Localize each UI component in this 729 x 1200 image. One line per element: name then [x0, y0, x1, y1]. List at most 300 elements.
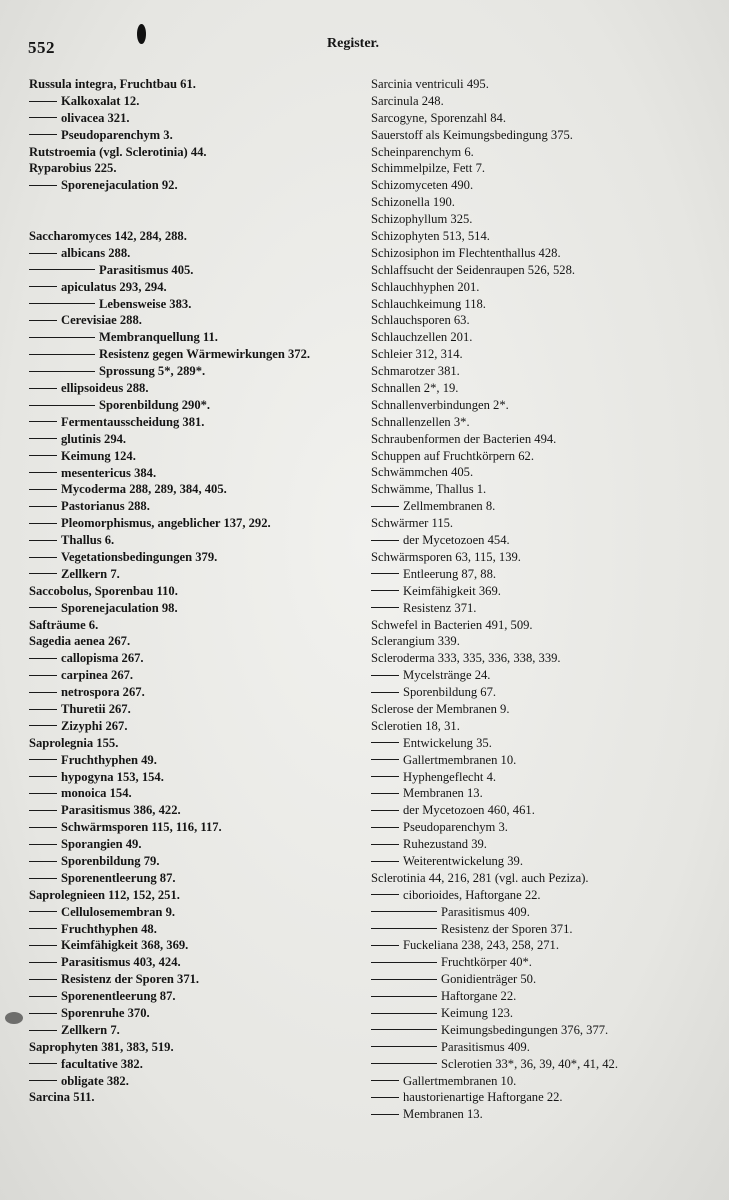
- index-entry: [29, 144, 349, 161]
- index-entry: [29, 549, 349, 566]
- ditto-dash: [371, 928, 437, 929]
- index-entry: [371, 127, 706, 144]
- ditto-dash: [29, 827, 57, 828]
- index-entry: [29, 1005, 349, 1022]
- index-entry: [29, 498, 349, 515]
- entry-text: Vegetationsbedingungen 379.: [61, 549, 218, 564]
- index-entry: [371, 380, 706, 397]
- entry-text: Sporenruhe 370.: [61, 1006, 150, 1021]
- index-entry: [371, 937, 706, 954]
- index-entry: [29, 667, 349, 684]
- entry-text: obligate 382.: [61, 1073, 129, 1088]
- entry-text: Scheinparenchym 6.: [371, 144, 474, 159]
- index-entry: [371, 1089, 706, 1106]
- entry-text: netrospora 267.: [61, 685, 145, 700]
- ditto-dash: [371, 607, 399, 608]
- entry-text: Schraubenformen der Bacterien 494.: [371, 431, 557, 446]
- index-entry: [371, 600, 706, 617]
- ditto-dash: [371, 1080, 399, 1081]
- entry-text: callopisma 267.: [61, 651, 144, 666]
- ditto-dash: [29, 421, 57, 422]
- index-entry: [29, 650, 349, 667]
- entry-text: albicans 288.: [61, 245, 131, 260]
- index-entry: [371, 566, 706, 583]
- entry-text: Schnallenzellen 3*.: [371, 414, 470, 429]
- entry-text: Keimung 123.: [441, 1005, 514, 1020]
- entry-text: Membranen 13.: [403, 1107, 483, 1122]
- ditto-dash: [29, 253, 57, 254]
- entry-text: Zellkern 7.: [61, 1022, 120, 1037]
- index-entry: [29, 93, 349, 110]
- entry-text: Ruhezustand 39.: [403, 837, 487, 852]
- ditto-dash: [371, 776, 399, 777]
- entry-text: Sporenbildung 67.: [403, 685, 497, 700]
- ditto-dash: [29, 793, 57, 794]
- ditto-dash: [371, 979, 437, 980]
- entry-text: Zellmembranen 8.: [403, 499, 496, 514]
- index-entry: [371, 397, 706, 414]
- index-entry: [29, 363, 349, 380]
- ink-blot: [137, 24, 146, 44]
- entry-text: Parasitismus 409.: [441, 904, 530, 919]
- entry-text: Parasitismus 386, 422.: [61, 803, 181, 818]
- entry-text: glutinis 294.: [61, 431, 127, 446]
- ditto-dash: [371, 861, 399, 862]
- entry-text: Pleomorphismus, angeblicher 137, 292.: [61, 516, 271, 531]
- index-entry: [29, 515, 349, 532]
- index-entry: [371, 887, 706, 904]
- entry-text: Schuppen auf Fruchtkörpern 62.: [371, 448, 534, 463]
- index-entry: [371, 667, 706, 684]
- index-entry: [371, 93, 706, 110]
- entry-text: Fuckeliana 238, 243, 258, 271.: [403, 938, 560, 953]
- index-entry: [29, 329, 349, 346]
- entry-text: monoica 154.: [61, 786, 132, 801]
- entry-text: Keimungsbedingungen 376, 377.: [441, 1022, 609, 1037]
- entry-text: Schizophyllum 325.: [371, 212, 473, 227]
- ditto-dash: [29, 945, 57, 946]
- ditto-dash: [29, 523, 57, 524]
- index-entry: [29, 397, 349, 414]
- entry-text: Sporenentleerung 87.: [61, 870, 176, 885]
- ditto-dash: [29, 759, 57, 760]
- entry-text: Sporenejaculation 98.: [61, 600, 178, 615]
- entry-text: Sagedia aenea 267.: [29, 634, 131, 649]
- entry-text: Pastorianus 288.: [61, 499, 150, 514]
- ditto-dash: [371, 692, 399, 693]
- ditto-dash: [371, 962, 437, 963]
- entry-text: Entwickelung 35.: [403, 735, 492, 750]
- entry-text: ellipsoideus 288.: [61, 381, 149, 396]
- entry-text: Schlauchsporen 63.: [371, 313, 470, 328]
- index-entry: [29, 684, 349, 701]
- ditto-dash: [29, 725, 57, 726]
- ditto-dash: [371, 742, 399, 743]
- index-entry: [29, 735, 349, 752]
- ditto-dash: [371, 1114, 399, 1115]
- index-entry: [29, 532, 349, 549]
- ditto-dash: [371, 675, 399, 676]
- entry-text: Kalkoxalat 12.: [61, 93, 140, 108]
- ditto-dash: [29, 320, 57, 321]
- blank-line: [29, 194, 349, 211]
- entry-text: Schmarotzer 381.: [371, 364, 460, 379]
- ditto-dash: [29, 371, 95, 372]
- index-entry: [371, 971, 706, 988]
- entry-text: Resistenz der Sporen 371.: [441, 921, 573, 936]
- ditto-dash: [371, 590, 399, 591]
- index-entry: [29, 228, 349, 245]
- index-entry: [29, 262, 349, 279]
- ditto-dash: [371, 810, 399, 811]
- entry-text: Sprossung 5*, 289*.: [99, 364, 206, 379]
- entry-text: Zellkern 7.: [61, 566, 120, 581]
- entry-text: Fruchthyphen 48.: [61, 921, 157, 936]
- index-entry: [29, 110, 349, 127]
- index-entry: [371, 464, 706, 481]
- entry-text: Schlauchhyphen 201.: [371, 279, 480, 294]
- entry-text: Zizyphi 267.: [61, 718, 128, 733]
- ditto-dash: [29, 388, 57, 389]
- index-entry: [371, 414, 706, 431]
- index-entry: [29, 566, 349, 583]
- ditto-dash: [29, 911, 57, 912]
- ditto-dash: [29, 472, 57, 473]
- index-entry: [371, 1056, 706, 1073]
- index-entry: [29, 752, 349, 769]
- index-entry: [29, 836, 349, 853]
- ditto-dash: [29, 506, 57, 507]
- entry-text: Safträume 6.: [29, 617, 99, 632]
- index-entry: [371, 262, 706, 279]
- entry-text: Schizomyceten 490.: [371, 178, 474, 193]
- index-entry: [29, 870, 349, 887]
- entry-text: olivacea 321.: [61, 110, 130, 125]
- entry-text: Lebensweise 383.: [99, 296, 192, 311]
- index-entry: [29, 887, 349, 904]
- index-entry: [29, 1056, 349, 1073]
- entry-text: Sporenentleerung 87.: [61, 989, 176, 1004]
- ditto-dash: [371, 911, 437, 912]
- ditto-dash: [29, 540, 57, 541]
- ditto-dash: [29, 928, 57, 929]
- index-entry: [371, 144, 706, 161]
- entry-text: Schnallenverbindungen 2*.: [371, 397, 509, 412]
- index-entry: [371, 228, 706, 245]
- entry-text: Gallertmembranen 10.: [403, 1073, 517, 1088]
- ditto-dash: [29, 675, 57, 676]
- entry-text: Keimung 124.: [61, 448, 136, 463]
- entry-text: facultative 382.: [61, 1056, 143, 1071]
- entry-text: Parasitismus 405.: [99, 262, 194, 277]
- index-entry: [371, 279, 706, 296]
- index-entry: [371, 1106, 706, 1123]
- entry-text: Sporenbildung 290*.: [99, 397, 211, 412]
- entry-text: Gallertmembranen 10.: [403, 752, 517, 767]
- index-entry: [371, 76, 706, 93]
- ditto-dash: [371, 540, 399, 541]
- ditto-dash: [29, 489, 57, 490]
- ditto-dash: [29, 134, 57, 135]
- entry-text: Parasitismus 403, 424.: [61, 955, 181, 970]
- entry-text: Sarcogyne, Sporenzahl 84.: [371, 110, 506, 125]
- ditto-dash: [29, 455, 57, 456]
- index-entry: [29, 1089, 349, 1106]
- index-entry: [29, 921, 349, 938]
- ditto-dash: [29, 810, 57, 811]
- index-entry: [29, 617, 349, 634]
- entry-text: Ryparobius 225.: [29, 161, 117, 176]
- ditto-dash: [29, 709, 57, 710]
- ditto-dash: [29, 844, 57, 845]
- ditto-dash: [29, 573, 57, 574]
- entry-text: Schizonella 190.: [371, 195, 455, 210]
- entry-text: Keimfähigkeit 368, 369.: [61, 938, 189, 953]
- index-entry: [29, 1022, 349, 1039]
- index-entry: [371, 583, 706, 600]
- index-entry: [29, 312, 349, 329]
- entry-text: Entleerung 87, 88.: [403, 566, 497, 581]
- index-entry: [29, 988, 349, 1005]
- ditto-dash: [29, 1030, 57, 1031]
- index-entry: [371, 498, 706, 515]
- entry-text: Schlauchzellen 201.: [371, 330, 473, 345]
- entry-text: Fruchthyphen 49.: [61, 752, 157, 767]
- ditto-dash: [29, 1063, 57, 1064]
- ditto-dash: [29, 658, 57, 659]
- entry-text: Sporangien 49.: [61, 837, 142, 852]
- entry-text: carpinea 267.: [61, 668, 134, 683]
- index-entry: [371, 515, 706, 532]
- ditto-dash: [29, 185, 57, 186]
- entry-text: Keimfähigkeit 369.: [403, 583, 501, 598]
- index-entry: [371, 650, 706, 667]
- ditto-dash: [29, 1013, 57, 1014]
- entry-text: Schwämmchen 405.: [371, 465, 474, 480]
- index-entry: [371, 549, 706, 566]
- ditto-dash: [29, 776, 57, 777]
- entry-text: Fruchtkörper 40*.: [441, 955, 532, 970]
- ditto-dash: [29, 878, 57, 879]
- entry-text: Membranen 13.: [403, 786, 483, 801]
- entry-text: Sarcinia ventriculi 495.: [371, 77, 489, 91]
- ditto-dash: [371, 1063, 437, 1064]
- index-entry: [29, 633, 349, 650]
- ditto-dash: [29, 979, 57, 980]
- index-entry: [371, 617, 706, 634]
- entry-text: Saprolegnieen 112, 152, 251.: [29, 887, 180, 902]
- index-entry: [371, 1039, 706, 1056]
- index-entry: [371, 296, 706, 313]
- index-entry: [29, 380, 349, 397]
- entry-text: Cellulosemembran 9.: [61, 904, 176, 919]
- index-entry: [371, 769, 706, 786]
- entry-text: der Mycetozoen 454.: [403, 533, 510, 548]
- index-entry: [371, 684, 706, 701]
- ditto-dash: [29, 337, 95, 338]
- index-entry: [29, 346, 349, 363]
- index-entry: [371, 1005, 706, 1022]
- entry-text: Schlauchkeimung 118.: [371, 296, 486, 311]
- ditto-dash: [29, 354, 95, 355]
- index-entry: [29, 718, 349, 735]
- ditto-dash: [29, 286, 57, 287]
- index-entry: [371, 1073, 706, 1090]
- ditto-dash: [371, 1029, 437, 1030]
- index-entry: [371, 904, 706, 921]
- index-entry: [29, 160, 349, 177]
- ditto-dash: [29, 861, 57, 862]
- entry-text: apiculatus 293, 294.: [61, 279, 167, 294]
- entry-text: hypogyna 153, 154.: [61, 769, 164, 784]
- entry-text: Sporenbildung 79.: [61, 854, 160, 868]
- ditto-dash: [371, 827, 399, 828]
- index-entry: [371, 177, 706, 194]
- index-entry: [29, 127, 349, 144]
- index-entry: [29, 971, 349, 988]
- index-entry: [371, 346, 706, 363]
- entry-text: Pseudoparenchym 3.: [403, 820, 508, 835]
- entry-text: Resistenz 371.: [403, 600, 477, 615]
- entry-text: Fermentausscheidung 381.: [61, 414, 205, 429]
- entry-text: Mycoderma 288, 289, 384, 405.: [61, 482, 227, 497]
- index-entry: [371, 921, 706, 938]
- index-entry: [371, 481, 706, 498]
- index-entry: [371, 110, 706, 127]
- index-entry: [29, 448, 349, 465]
- index-entry: [29, 177, 349, 194]
- entry-text: Cerevisiae 288.: [61, 313, 142, 328]
- index-entry: [29, 279, 349, 296]
- entry-text: Sclerangium 339.: [371, 634, 460, 649]
- ditto-dash: [371, 506, 399, 507]
- entry-text: Sarcinula 248.: [371, 93, 444, 108]
- index-entry: [371, 988, 706, 1005]
- index-entry: [371, 836, 706, 853]
- entry-text: Sarcina 511.: [29, 1090, 95, 1105]
- right-column: [371, 76, 706, 1123]
- ditto-dash: [29, 405, 95, 406]
- index-entry: [371, 802, 706, 819]
- ditto-dash: [371, 844, 399, 845]
- ditto-dash: [29, 1080, 57, 1081]
- running-head: Register.: [327, 36, 379, 51]
- entry-text: Mycelstränge 24.: [403, 668, 491, 683]
- index-entry: [29, 481, 349, 498]
- entry-text: Schizophyten 513, 514.: [371, 229, 490, 244]
- entry-text: Schwefel in Bacterien 491, 509.: [371, 617, 533, 632]
- blank-line: [29, 211, 349, 228]
- index-entry: [29, 785, 349, 802]
- index-entry: [371, 160, 706, 177]
- ditto-dash: [29, 996, 57, 997]
- entry-text: Membranquellung 11.: [99, 330, 218, 345]
- ditto-dash: [371, 793, 399, 794]
- entry-text: Saccobolus, Sporenbau 110.: [29, 583, 178, 598]
- index-entry: [29, 1039, 349, 1056]
- ditto-dash: [371, 1013, 437, 1014]
- index-entry: [371, 329, 706, 346]
- entry-text: Resistenz gegen Wärmewirkungen 372.: [99, 347, 311, 362]
- ink-blot: [5, 1012, 23, 1024]
- index-entry: [371, 431, 706, 448]
- index-entry: [29, 583, 349, 600]
- ditto-dash: [29, 962, 57, 963]
- entry-text: Sclerotinia 44, 216, 281 (vgl. auch Peziza).: [371, 870, 589, 885]
- entry-text: Schimmelpilze, Fett 7.: [371, 161, 486, 176]
- entry-text: Schleier 312, 314.: [371, 347, 463, 362]
- index-entry: [371, 785, 706, 802]
- index-entry: [29, 819, 349, 836]
- index-entry: [29, 245, 349, 262]
- entry-text: Schwärmsporen 115, 116, 117.: [61, 820, 222, 835]
- index-entry: [371, 245, 706, 262]
- index-entry: [29, 465, 349, 482]
- entry-text: haustorienartige Haftorgane 22.: [403, 1090, 563, 1105]
- index-entry: [371, 819, 706, 836]
- index-entry: [29, 802, 349, 819]
- index-entry: [29, 954, 349, 971]
- ditto-dash: [371, 1097, 399, 1098]
- index-entry: [29, 296, 349, 313]
- page-number: 552: [28, 38, 55, 57]
- entry-text: Schlaffsucht der Seidenraupen 526, 528.: [371, 262, 576, 277]
- ditto-dash: [29, 303, 95, 304]
- index-entry: [29, 600, 349, 617]
- entry-text: Sporenejaculation 92.: [61, 178, 178, 193]
- entry-text: Haftorgane 22.: [441, 989, 517, 1004]
- entry-text: Russula integra, Fruchtbau 61.: [29, 77, 196, 91]
- ditto-dash: [371, 759, 399, 760]
- entry-text: Pseudoparenchym 3.: [61, 127, 173, 142]
- entry-text: Schwärmsporen 63, 115, 139.: [371, 549, 521, 564]
- index-entry: [29, 904, 349, 921]
- ditto-dash: [29, 117, 57, 118]
- index-entry: [29, 414, 349, 431]
- index-entry: [371, 701, 706, 718]
- entry-text: Thuretii 267.: [61, 701, 131, 716]
- index-entry: [29, 701, 349, 718]
- entry-text: Hyphengeflecht 4.: [403, 769, 497, 784]
- index-entry: [371, 870, 706, 887]
- index-entry: [371, 954, 706, 971]
- index-entry: [371, 853, 706, 870]
- index-entry: [29, 76, 349, 93]
- index-entry: [371, 1022, 706, 1039]
- entry-text: Parasitismus 409.: [441, 1039, 530, 1054]
- index-entry: [371, 363, 706, 380]
- ditto-dash: [371, 894, 399, 895]
- index-entry: [371, 211, 706, 228]
- index-entry: [371, 312, 706, 329]
- entry-text: mesentericus 384.: [61, 465, 157, 480]
- ditto-dash: [29, 101, 57, 102]
- entry-text: ciborioides, Haftorgane 22.: [403, 887, 541, 902]
- index-entry: [371, 752, 706, 769]
- entry-text: Saccharomyces 142, 284, 288.: [29, 229, 187, 244]
- entry-text: Saprolegnia 155.: [29, 735, 119, 750]
- left-column: [29, 76, 349, 1106]
- entry-text: Sclerotien 18, 31.: [371, 718, 460, 733]
- entry-text: Weiterentwickelung 39.: [403, 853, 523, 868]
- index-entry: [29, 431, 349, 448]
- entry-text: Schwämme, Thallus 1.: [371, 482, 487, 497]
- entry-text: Scleroderma 333, 335, 336, 338, 339.: [371, 651, 561, 666]
- index-entry: [29, 853, 349, 870]
- ditto-dash: [371, 1046, 437, 1047]
- index-entry: [371, 194, 706, 211]
- index-entry: [371, 633, 706, 650]
